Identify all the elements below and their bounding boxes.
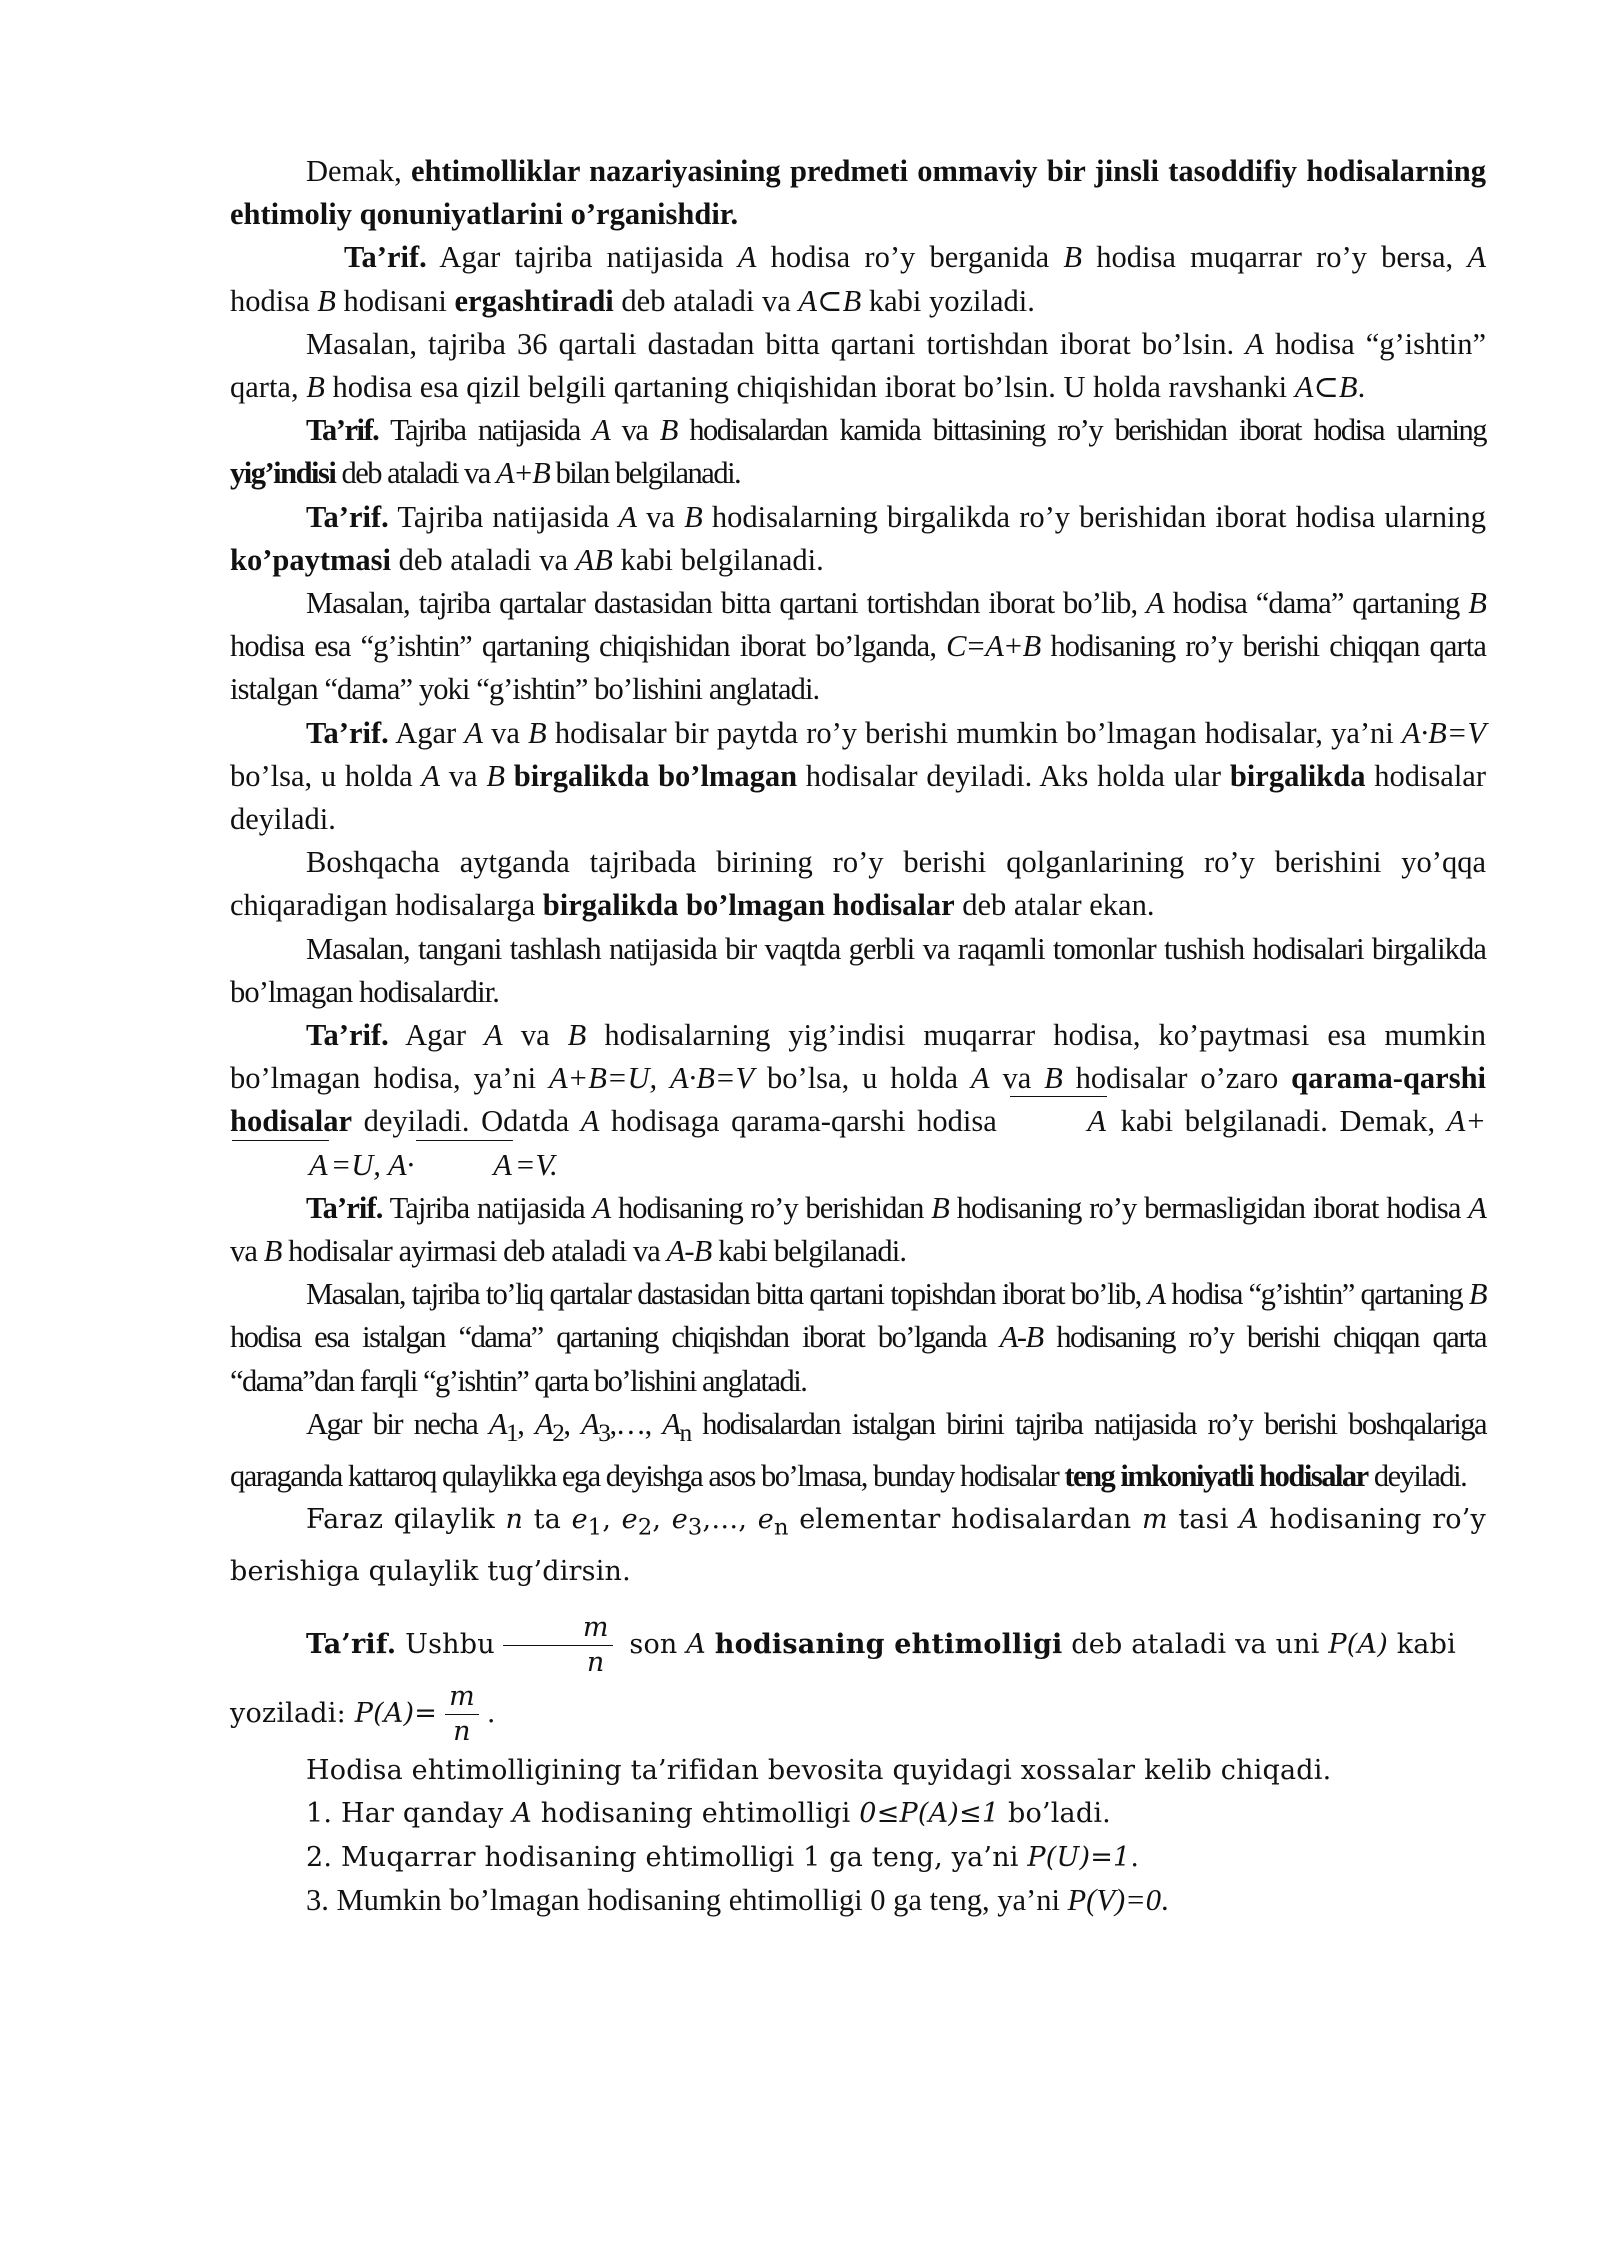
bold-term: ergashtiradi — [454, 283, 614, 318]
definition-label: Ta’rif. — [306, 499, 389, 534]
paragraph-probability-formula: yoziladi: P(A)= $\frac{m}{n}$ . — [230, 1681, 496, 1748]
overline-symbol: A — [1008, 1100, 1109, 1143]
bold-term: ehtimolliklar nazariyasining predmeti ommaviy bir jinsli tasoddifiy hodisalarning ehtimoliy qonuniyatlarini o’rganishdir. — [230, 154, 1487, 232]
formula: A-B — [999, 1320, 1043, 1355]
overline-symbol: A — [230, 1144, 331, 1187]
paragraph-conclusion: Demak, ehtimolliklar nazariyasining predmeti ommaviy bir jinsli tasoddifiy hodisalarning ehtimoliy qonuniyatlarini o’rganishdir. — [230, 154, 1487, 232]
document-body — [230, 150, 1486, 1922]
definition-label: Ta’rif. — [306, 413, 379, 448]
definition-label: Ta’rif. — [306, 1190, 383, 1225]
paragraph-definition-opposite: Ta’rif. Agar A va B hodisalarning yig’indisi muqarrar hodisa, ko’paytmasi esa mumkin bo’lmagan hodisa, ya’ni A+B=U, A·B=V bo’lsa, u holda A va B hodisalar o’zaro qarama-qarshi hodisalar deyiladi. Odatda A hodisaga qarama-qarshi hodisa A kabi belgilanadi. Demak, A+A=U, A· A=V. — [230, 1014, 1486, 1187]
paragraph-definition-subset: Ta’rif. Agar tajriba natijasida A hodisa ro’y berganida B hodisa muqarrar ro’y bersa, A hodisa B hodisani ergashtiradi deb ataladi va A⊂B kabi yoziladi. — [230, 240, 1486, 318]
paragraph-definition-probability: Ta’rif. Ushbu $\frac{m}{n}$ son A hodisaning ehtimolligi deb ataladi va uni P(A) kabi — [306, 1612, 1456, 1679]
paragraph-example-subset: Masalan, tajriba 36 qartali dastadan bitta qartani tortishdan iborat bo’lsin. A hodisa “g’ishtin” qarta, B hodisa esa qizil belgili qartaning chiqishidan iborat bo’lsin. U holda ravshanki A⊂B. — [230, 326, 1486, 405]
formula: A·B=V — [670, 1061, 755, 1096]
formula: A⊂B — [798, 283, 862, 318]
formula: AB — [575, 542, 613, 577]
paragraph-definition-product: Ta’rif. Tajriba natijasida A va B hodisalarning birgalikda ro’y berishidan iborat hodisa ularning ko’paytmasi deb ataladi va AB kabi belgilanadi. — [230, 499, 1486, 577]
bold-term: hodisaning ehtimolligi — [714, 1629, 1063, 1661]
formula: A-B — [666, 1234, 712, 1269]
formula: A⊂B — [1294, 370, 1358, 405]
definition-label: Ta’rif. — [306, 1018, 389, 1053]
bold-term: teng imkoniyatli hodisalar — [1064, 1459, 1368, 1494]
paragraph-example-sum: Masalan, tajriba qartalar dastasidan bitta qartani tortishdan iborat bo’lib, A hodisa “dama” qartaning B hodisa esa “g’ishtin” qartaning chiqishidan iborat bo’lganda, C=A+B hodisaning ro’y berishi chiqqan qarta istalgan “dama” yoki “g’ishtin” bo’lishini anglatadi. — [230, 586, 1486, 707]
definition-label: Ta’rif. — [344, 240, 427, 275]
paragraph-definition-difference: Ta’rif. Tajriba natijasida A hodisaning ro’y berishidan B hodisaning ro’y bermasligidan iborat hodisa A va B hodisalar ayirmasi deb ataladi va A-B kabi belgilanadi. — [230, 1190, 1486, 1269]
paragraph-properties-intro: Hodisa ehtimolligining ta’rifidan bevosita quyidagi xossalar kelib chiqadi. — [306, 1755, 1332, 1787]
formula: A+B — [495, 456, 550, 491]
formula: P(V)=0 — [1067, 1882, 1161, 1917]
property-item-1: 1. Har qanday A hodisaning ehtimolligi 0≤P(A)≤1 bo’ladi. — [306, 1798, 1111, 1830]
bold-term: birgalikda — [1229, 758, 1366, 793]
definition-label: Ta’rif. — [306, 715, 389, 750]
formula: P(A) — [1328, 1629, 1388, 1661]
fraction-m-over-n: $\frac{m}{n}$ — [445, 1680, 479, 1749]
overline-symbol: A — [414, 1144, 515, 1187]
paragraph-equally-likely: Agar bir necha $A_1$, $A_2$, $A_3,\dots$, $A_n$ hodisalardan istalgan birini tajriba natijasida ro’y berishi boshqalariga qaraganda kattaroq qulaylikka ega deyishga asos bo’lmasa, bunday hodisalar teng imkoniyatli hodisalar deyiladi. — [230, 1406, 1486, 1494]
definition-label: Ta’rif. — [306, 1629, 397, 1661]
formula: C=A+B — [946, 629, 1041, 664]
property-item-2: 2. Muqarrar hodisaning ehtimolligi 1 ga teng, ya’ni P(U)=1. — [306, 1841, 1140, 1873]
property-item-3: 3. Mumkin bo’lmagan hodisaning ehtimolligi 0 ga teng, ya’ni P(V)=0. — [306, 1882, 1169, 1917]
paragraph-example-coin: Masalan, tangani tashlash natijasida bir vaqtda gerbli va raqamli tomonlar tushish hodisalari birgalikda bo’lmagan hodisalardir. — [230, 931, 1486, 1009]
formula: P(A)= — [354, 1698, 438, 1730]
formula: A+B=U, — [549, 1061, 658, 1096]
paragraph-definition-incompatible: Ta’rif. Agar A va B hodisalar bir paytda ro’y berishi mumkin bo’lmagan hodisalar, ya’ni A·B=V bo’lsa, u holda A va B birgalikda bo’lmagan hodisalar deyiladi. Aks holda ular birgalikda hodisalar deyiladi. — [230, 715, 1486, 837]
bold-term: birgalikda bo’lmagan hodisalar — [542, 888, 955, 923]
paragraph-example-difference: Masalan, tajriba to’liq qartalar dastasidan bitta qartani topishdan iborat bo’lib, A hodisa “g’ishtin” qartaning B hodisa esa istalgan “dama” qartaning chiqishdan iborat bo’lganda A-B hodisaning ro’y berishi chiqqan qarta “dama”dan farqli “g’ishtin” qarta bo’lishini anglatadi. — [230, 1277, 1486, 1398]
formula: A·B=V — [1401, 715, 1486, 750]
paragraph-definition-sum: Ta’rif. Tajriba natijasida A va B hodisalardan kamida bittasining ro’y berishidan iborat hodisa ularning yig’indisi deb ataladi va A+B bilan belgilanadi. — [230, 413, 1486, 491]
bold-term: qarama-qarshi hodisalar — [230, 1061, 1487, 1139]
paragraph-incompatible-explanation: Boshqacha aytganda tajribada birining ro’y berishi qolganlarining ro’y berishini yo’qqa chiqaradigan hodisalarga birgalikda bo’lmagan hodisalar deb atalar ekan. — [230, 845, 1486, 923]
paragraph-elementary-events: Faraz qilaylik n ta $e_1$, $e_2$, $e_3,\dots$, $e_n$ elementar hodisalardan m tasi A hodisaning ro’y berishiga qulaylik tug’dirsin. — [230, 1504, 1486, 1587]
formula: P(U)=1 — [1027, 1841, 1131, 1873]
bold-term: ko’paytmasi — [230, 542, 391, 577]
formula: 0≤P(A)≤1 — [859, 1798, 1000, 1830]
bold-term: yig’indisi — [230, 456, 336, 491]
bold-term: birgalikda bo’lmagan — [513, 758, 798, 793]
fraction-m-over-n: $\frac{m}{n}$ — [503, 1611, 613, 1680]
